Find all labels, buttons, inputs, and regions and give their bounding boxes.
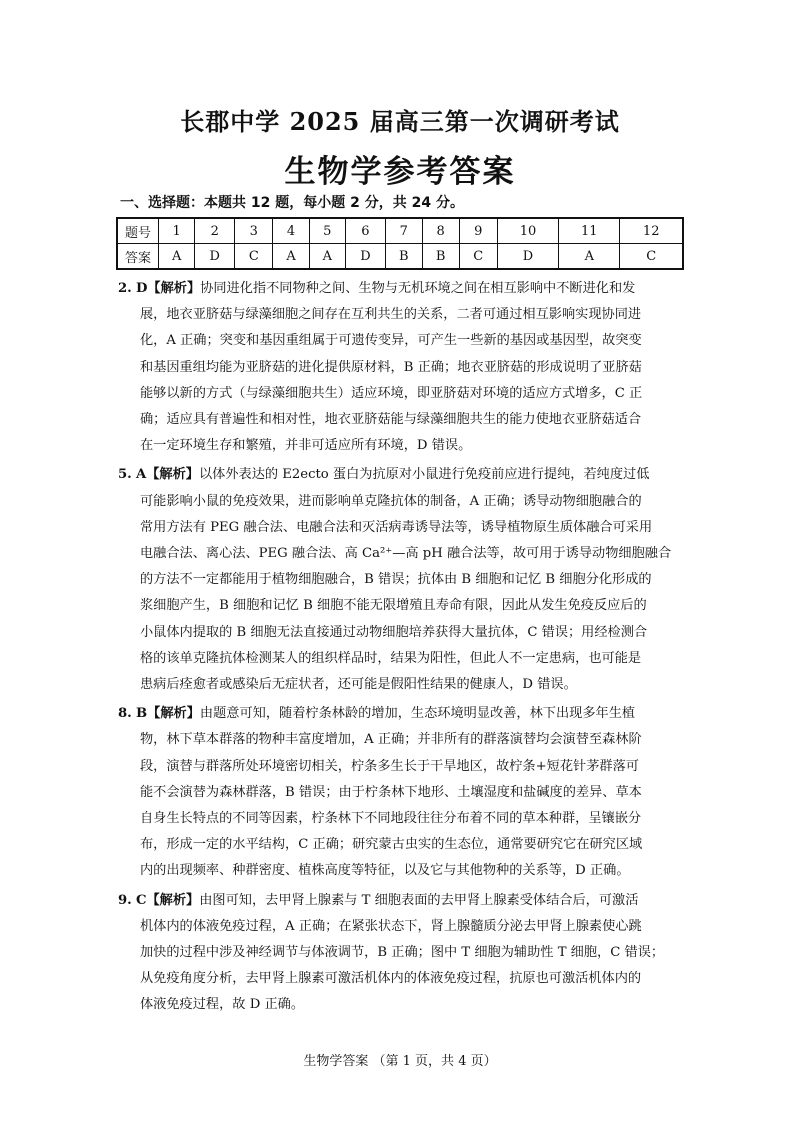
question-number-cell: 10 (497, 218, 558, 244)
explanation-line: 常用方法有 PEG 融合法、电融合法和灭活病毒诱导法等，诱导植物原生质体融合可采用 (140, 519, 653, 535)
explanation-list (118, 276, 684, 1022)
question-number-cell: 8 (422, 218, 459, 244)
analysis-tag: 【解析】 (146, 892, 200, 908)
question-number: 2. (118, 281, 132, 296)
answer-cell: C (620, 244, 683, 270)
explanation-text: 由题意可知，随着柠条林龄的增加，生态环境明显改善，林下出现多年生植 (199, 706, 636, 722)
analysis-tag: 【解析】 (147, 706, 200, 722)
answer-letter: B (135, 706, 148, 722)
answer-cell: A (159, 244, 195, 270)
explanation-line: 化，A 正确；突变和基因重组属于可遗传变异，可产生一些新的基因或基因型，故突变 (140, 333, 642, 349)
explanation-line: 格的该单克隆抗体检测某人的组织样品时，结果为阳性，但此人不一定患病，也可能是 (140, 650, 642, 666)
answer-table (116, 217, 684, 270)
question-number-cell: 12 (620, 218, 683, 244)
question-number-cell: 2 (195, 218, 235, 244)
explanation-line: 自身生长特点的不同等因素，柠条林下不同地段往往分布着不同的草本种群，呈镶嵌分 (140, 811, 642, 827)
explanation-item (118, 462, 684, 698)
page-footer: 生物学答案 （第 1 页，共 4 页） (303, 1054, 497, 1069)
answer-letter: C (135, 892, 147, 908)
answer-cell: A (309, 244, 345, 270)
explanation-line: 展，地衣亚脐菇与绿藻细胞之间存在互利共生的关系，二者可通过相互影响实现协同进 (140, 307, 642, 323)
explanation-line: 加快的过程中涉及神经调节与体液调节，B 正确；图中 T 细胞为辅助性 T 细胞，C 错误； (140, 945, 665, 961)
answer-cell: C (459, 244, 497, 270)
question-number-cell: 9 (459, 218, 497, 244)
explanation-line: 布，形成一定的水平结构，C 正确；研究蒙古虫实的生态位，通常要研究它在研究区域 (140, 837, 643, 853)
explanation-line: 小鼠体内提取的 B 细胞无法直接通过动物细胞培养获得大量抗体，C 错误；用经检测合 (140, 624, 648, 640)
explanation-first-line (118, 462, 684, 488)
question-number: 8. (118, 706, 132, 722)
explanation-text: 以体外表达的 E2ecto 蛋白为抗原对小鼠进行免疫前应进行提纯，若纯度过低 (198, 467, 650, 483)
analysis-tag: 【解析】 (147, 281, 201, 296)
explanation-line: 在一定环境生存和繁殖，并非可适应所有环境，D 错误。 (140, 438, 472, 454)
answer-key-title: 生物学参考答案 (284, 154, 516, 190)
answer-label: 答案 (117, 244, 159, 270)
question-number-cell: 11 (559, 218, 620, 244)
explanation-first-line (118, 888, 684, 914)
answer-cell: A (273, 244, 309, 270)
question-number-cell: 7 (385, 218, 422, 244)
analysis-tag: 【解析】 (146, 467, 199, 483)
explanation-line: 段，演替与群落所处环境密切相关，柠条多生长于干旱地区，故柠条+短花针茅群落可 (140, 758, 639, 774)
question-number-cell: 1 (159, 218, 195, 244)
explanation-item (118, 701, 684, 884)
explanation-first-line (118, 701, 684, 727)
explanation-item (118, 276, 684, 459)
explanation-line: 和基因重组均能为亚脐菇的进化提供原材料，B 正确；地衣亚脐菇的形成说明了亚脐菇 (140, 359, 642, 375)
answer-cell: B (385, 244, 422, 270)
answer-cell: D (345, 244, 385, 270)
explanation-line: 物，林下草本群落的物种丰富度增加，A 正确；并非所有的群落演替均会演替至森林阶 (140, 732, 642, 748)
explanation-line: 的方法不一定都能用于植物细胞融合，B 错误；抗体由 B 细胞和记忆 B 细胞分化形成的 (140, 572, 652, 588)
explanation-text: 由图可知，去甲肾上腺素与 T 细胞表面的去甲肾上腺素受体结合后，可激活 (199, 892, 639, 908)
answer-letter: A (135, 467, 147, 483)
explanation-line: 浆细胞产生，B 细胞和记忆 B 细胞不能无限增殖且寿命有限，因此从发生免疫反应后的 (140, 598, 647, 614)
question-number: 5. (118, 467, 132, 483)
explanation-line: 能不会演替为森林群落，B 错误；由于柠条林下地形、土壤湿度和盐碱度的差异、草本 (140, 784, 642, 800)
question-number-cell: 5 (309, 218, 345, 244)
answer-letter: D (135, 281, 148, 296)
explanation-line: 机体内的体液免疫过程，A 正确；在紧张状态下，肾上腺髓质分泌去甲肾上腺素使心跳 (140, 918, 642, 934)
explanation-item (118, 888, 684, 1019)
explanation-first-line (118, 276, 684, 302)
question-number: 9. (118, 892, 132, 908)
explanation-line: 确；适应具有普遍性和相对性，地衣亚脐菇能与绿藻细胞共生的能力使地衣亚脐菇适合 (140, 412, 642, 428)
explanation-line: 从免疫角度分析，去甲肾上腺素可激活机体内的体液免疫过程，抗原也可激活机体内的 (140, 971, 642, 987)
explanation-line: 体液免疫过程，故 D 正确。 (140, 997, 305, 1013)
answer-cell: A (559, 244, 620, 270)
explanation-line: 能够以新的方式（与绿藻细胞共生）适应环境，即亚脐菇对环境的适应方式增多，C 正 (140, 385, 643, 401)
answer-cell: D (497, 244, 558, 270)
explanation-line: 内的出现频率、种群密度、植株高度等特征，以及它与其他物种的关系等，D 正确。 (140, 863, 630, 879)
explanation-line: 电融合法、离心法、PEG 融合法、高 Ca²⁺—高 pH 融合法等，故可用于诱导动物细胞融合 (140, 546, 672, 562)
answer-row (117, 244, 683, 270)
explanation-text: 协同进化指不同物种之间、生物与无机环境之间在相互影响中不断进化和发 (200, 281, 636, 296)
answer-cell: B (422, 244, 459, 270)
question-number-label: 题号 (117, 218, 159, 244)
answer-cell: C (235, 244, 273, 270)
question-number-cell: 4 (273, 218, 309, 244)
question-number-cell: 3 (235, 218, 273, 244)
question-number-row (117, 218, 683, 244)
explanation-line: 患病后痊愈者或感染后无症状者，还可能是假阳性结果的健康人，D 错误。 (140, 677, 577, 693)
answer-cell: D (195, 244, 235, 270)
explanation-line: 可能影响小鼠的免疫效果，进而影响单克隆抗体的制备，A 正确；诱导动物细胞融合的 (140, 493, 642, 509)
exam-title: 长郡中学 2025 届高三第一次调研考试 (180, 107, 620, 136)
question-number-cell: 6 (345, 218, 385, 244)
section-heading: 一、选择题：本题共 12 题，每小题 2 分，共 24 分。 (120, 195, 464, 211)
